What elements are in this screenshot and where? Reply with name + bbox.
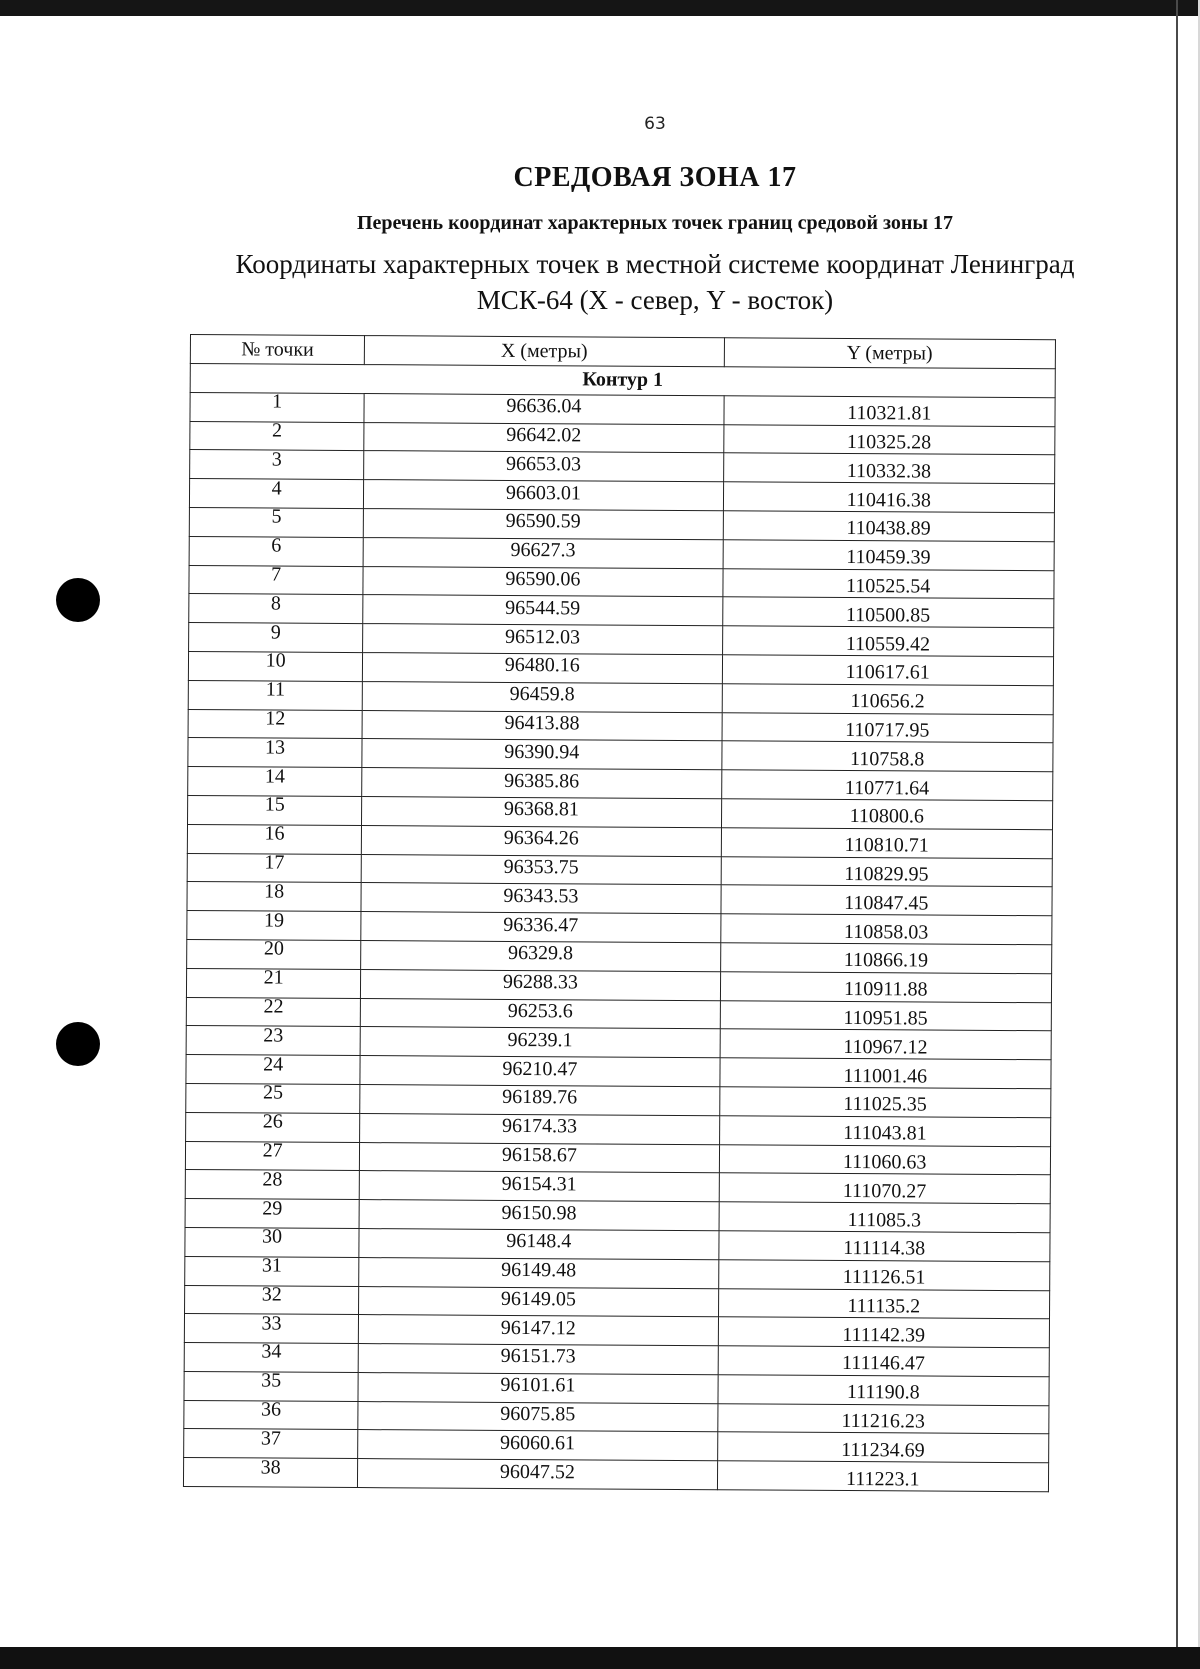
point-number-cell-text: 13	[265, 736, 286, 759]
y-coordinate-cell	[721, 828, 1053, 859]
y-coordinate-cell-text: 111114.38	[843, 1237, 926, 1260]
point-number-cell-text: 2	[271, 419, 283, 442]
point-number-cell-text: 4	[271, 477, 282, 500]
x-coordinate-cell-text: 96459.8	[509, 683, 575, 706]
y-coordinate-cell-text: 110559.42	[845, 632, 931, 656]
y-coordinate-cell	[723, 482, 1055, 513]
y-coordinate-cell-text: 111223.1	[845, 1467, 920, 1491]
point-number-cell-text: 8	[270, 592, 282, 615]
x-coordinate-cell	[359, 1228, 718, 1259]
x-coordinate-cell	[358, 1372, 717, 1403]
y-coordinate-cell-text: 111126.51	[842, 1266, 926, 1289]
x-coordinate-cell-text: 96336.47	[503, 913, 579, 936]
point-number-cell	[189, 565, 363, 595]
x-coordinate-cell	[362, 825, 721, 856]
point-number-cell-text: 20	[263, 937, 284, 960]
y-coordinate-cell-text: 111216.23	[841, 1410, 925, 1433]
table-row	[183, 1458, 1048, 1492]
x-coordinate-cell-text: 96288.33	[502, 971, 578, 994]
punch-hole-icon	[56, 1022, 100, 1066]
point-number-cell-text: 17	[264, 851, 285, 874]
x-coordinate-cell	[359, 1200, 718, 1231]
scan-border-bottom	[0, 1647, 1200, 1669]
x-coordinate-cell	[361, 998, 720, 1029]
point-number-cell	[189, 507, 363, 537]
y-coordinate-cell	[720, 914, 1052, 945]
point-number-cell	[189, 536, 363, 566]
y-coordinate-cell	[723, 396, 1055, 427]
point-number-cell	[183, 1458, 357, 1488]
point-number-cell	[190, 421, 364, 451]
x-coordinate-cell	[360, 1113, 719, 1144]
y-coordinate-cell-text: 110951.85	[843, 1006, 928, 1030]
y-coordinate-cell	[718, 1288, 1050, 1319]
x-coordinate-cell-text: 96413.88	[504, 711, 580, 735]
y-coordinate-cell-text: 110656.2	[850, 690, 925, 713]
point-number-cell-text: 9	[270, 621, 281, 644]
point-number-cell	[188, 738, 362, 768]
y-coordinate-cell	[723, 453, 1055, 484]
y-coordinate-cell	[721, 856, 1053, 887]
point-number-cell	[184, 1429, 358, 1459]
y-coordinate-cell	[721, 741, 1053, 772]
x-coordinate-cell-text: 96147.12	[500, 1316, 576, 1340]
x-coordinate-cell-text: 96353.75	[503, 855, 579, 879]
point-number-cell-text: 7	[271, 563, 282, 586]
y-coordinate-cell-text: 111085.3	[847, 1208, 922, 1231]
point-number-cell	[185, 1227, 359, 1257]
y-coordinate-cell	[717, 1375, 1049, 1406]
y-coordinate-cell	[723, 540, 1055, 571]
x-coordinate-cell	[362, 768, 721, 799]
x-coordinate-cell	[363, 653, 722, 684]
y-coordinate-cell-text: 111135.2	[847, 1294, 921, 1318]
x-coordinate-cell-text: 96368.81	[503, 798, 580, 821]
y-coordinate-cell-text: 110717.95	[845, 718, 930, 742]
y-coordinate-cell-text: 110847.45	[844, 891, 929, 915]
x-coordinate-cell	[360, 1084, 719, 1115]
y-coordinate-cell	[722, 597, 1054, 628]
x-coordinate-cell	[363, 595, 722, 626]
y-coordinate-cell	[722, 655, 1054, 686]
y-coordinate-cell-text: 110967.12	[843, 1035, 928, 1059]
x-coordinate-cell-text: 96627.3	[510, 539, 576, 562]
point-number-cell	[190, 392, 364, 422]
y-coordinate-cell-text: 110525.54	[846, 574, 931, 598]
y-coordinate-cell	[720, 1029, 1052, 1060]
y-coordinate-cell-text: 111001.46	[843, 1064, 928, 1088]
point-number-cell-text: 34	[261, 1340, 282, 1364]
point-number-cell-text: 24	[263, 1052, 284, 1076]
x-coordinate-cell-text: 96590.06	[505, 567, 581, 591]
x-coordinate-cell-text: 96603.01	[505, 481, 581, 504]
y-coordinate-cell	[721, 799, 1053, 830]
x-coordinate-cell-text: 96189.76	[502, 1086, 578, 1109]
x-coordinate-cell-text: 96239.1	[507, 1028, 573, 1052]
y-coordinate-cell	[719, 1058, 1051, 1089]
point-number-cell-text: 27	[262, 1139, 283, 1162]
point-number-cell-text: 32	[261, 1283, 282, 1306]
x-coordinate-cell-text: 96148.4	[506, 1230, 572, 1253]
point-number-cell-text: 11	[265, 678, 286, 701]
x-coordinate-cell	[358, 1344, 717, 1375]
x-coordinate-cell-text: 96329.8	[508, 942, 574, 965]
y-coordinate-cell-text: 110829.95	[844, 862, 929, 886]
punch-hole-icon	[56, 578, 100, 622]
point-number-cell-text: 12	[265, 707, 286, 730]
point-number-cell-text: 21	[263, 966, 284, 989]
y-coordinate-cell-text: 110771.64	[844, 776, 930, 800]
x-coordinate-cell	[362, 739, 721, 770]
y-coordinate-cell	[722, 626, 1054, 657]
y-coordinate-cell-text: 111142.39	[842, 1323, 926, 1347]
x-coordinate-cell-text: 96636.04	[506, 395, 582, 418]
x-coordinate-cell	[363, 624, 722, 655]
point-number-cell	[184, 1314, 358, 1344]
point-number-cell-text: 15	[264, 793, 285, 816]
point-number-cell-text: 19	[263, 908, 285, 932]
y-coordinate-cell-text: 110332.38	[846, 459, 932, 483]
point-number-cell	[190, 450, 364, 480]
y-coordinate-cell-text: 110500.85	[845, 603, 931, 627]
y-coordinate-cell-text: 110617.61	[845, 661, 930, 684]
y-coordinate-cell	[718, 1317, 1050, 1348]
point-number-cell	[189, 479, 363, 509]
x-coordinate-cell-text: 96590.59	[505, 510, 581, 533]
point-number-cell	[188, 795, 362, 825]
point-number-cell	[185, 1170, 359, 1200]
y-coordinate-cell-text: 110858.03	[843, 920, 929, 944]
point-number-cell-text: 22	[263, 995, 284, 1018]
x-coordinate-cell	[361, 854, 720, 885]
point-number-cell-text: 25	[262, 1081, 284, 1104]
point-number-cell-text: 29	[262, 1196, 283, 1220]
x-coordinate-cell-text: 96512.03	[504, 625, 581, 648]
point-number-cell-text: 16	[264, 822, 285, 845]
y-coordinate-cell-text: 110438.89	[846, 517, 931, 540]
point-number-cell	[185, 1141, 359, 1171]
x-coordinate-cell	[359, 1315, 718, 1346]
x-coordinate-cell-text: 96174.33	[501, 1115, 578, 1138]
x-coordinate-cell-text: 96385.86	[504, 769, 580, 792]
y-coordinate-cell	[722, 712, 1054, 743]
point-number-cell	[187, 908, 361, 941]
point-number-cell	[184, 1371, 358, 1401]
point-number-cell	[186, 1112, 360, 1142]
point-number-cell-text: 23	[263, 1024, 284, 1047]
scan-border-right	[1176, 0, 1178, 1669]
y-coordinate-cell-text: 110758.8	[849, 747, 925, 771]
point-number-cell-text: 33	[261, 1312, 282, 1335]
point-number-cell	[184, 1340, 358, 1373]
y-coordinate-cell	[720, 1000, 1052, 1031]
y-coordinate-cell-text: 110459.39	[846, 546, 931, 569]
y-coordinate-cell-text: 110911.88	[843, 978, 928, 1001]
y-coordinate-cell	[718, 1231, 1050, 1262]
point-number-cell	[185, 1196, 359, 1229]
y-coordinate-cell	[718, 1259, 1050, 1290]
y-coordinate-cell	[720, 971, 1052, 1002]
page-number: 63	[644, 114, 666, 134]
header-x-meters: X (метры)	[365, 336, 724, 367]
y-coordinate-cell	[719, 1115, 1051, 1146]
x-coordinate-cell	[363, 509, 722, 540]
y-coordinate-cell-text: 111070.27	[842, 1179, 927, 1203]
x-coordinate-cell	[364, 451, 723, 482]
x-coordinate-cell-text: 96047.52	[499, 1460, 575, 1484]
x-coordinate-cell-text: 96149.05	[500, 1287, 577, 1311]
point-number-cell-text: 31	[261, 1254, 282, 1277]
table-body	[183, 364, 1055, 1492]
x-coordinate-cell-text: 96210.47	[502, 1057, 578, 1080]
point-number-cell-text: 1	[272, 390, 283, 413]
point-number-cell	[185, 1256, 359, 1286]
y-coordinate-cell-text: 110321.81	[847, 402, 932, 425]
y-coordinate-cell	[717, 1403, 1049, 1434]
page-subtitle: Перечень координат характерных точек границ средовой зоны 17	[356, 212, 954, 234]
y-coordinate-cell	[721, 770, 1053, 801]
point-number-cell	[186, 1026, 360, 1056]
point-number-cell	[188, 767, 362, 797]
x-coordinate-cell-text: 96364.26	[503, 827, 579, 850]
point-number-cell	[188, 651, 362, 681]
header-point-number: № точки	[190, 335, 364, 365]
x-coordinate-cell-text: 96060.61	[500, 1431, 576, 1455]
x-coordinate-cell	[361, 940, 720, 971]
x-coordinate-cell-text: 96158.67	[501, 1143, 577, 1167]
x-coordinate-cell-text: 96544.59	[505, 596, 581, 620]
x-coordinate-cell	[358, 1430, 717, 1461]
x-coordinate-cell	[360, 1142, 719, 1173]
x-coordinate-cell-text: 96253.6	[507, 999, 573, 1023]
x-coordinate-cell	[362, 681, 721, 712]
header-y-meters: Y (метры)	[724, 338, 1056, 369]
y-coordinate-cell-text: 110416.38	[846, 488, 931, 512]
y-coordinate-cell	[719, 1087, 1051, 1118]
point-number-cell	[186, 1083, 360, 1113]
x-coordinate-cell-text: 96075.85	[500, 1402, 576, 1426]
x-coordinate-cell	[359, 1257, 718, 1288]
y-coordinate-cell	[720, 885, 1052, 916]
y-coordinate-cell	[723, 511, 1055, 542]
point-number-cell-text: 6	[271, 534, 282, 557]
point-number-cell	[189, 623, 363, 653]
y-coordinate-cell-text: 111234.69	[841, 1438, 925, 1462]
y-coordinate-cell	[719, 1173, 1051, 1204]
point-number-cell	[185, 1285, 359, 1315]
x-coordinate-cell-text: 96653.03	[506, 452, 582, 476]
x-coordinate-cell-text: 96642.02	[506, 423, 582, 447]
y-coordinate-cell-text: 111060.63	[842, 1150, 927, 1174]
y-coordinate-cell-text: 111025.35	[843, 1093, 927, 1116]
x-coordinate-cell-text: 96480.16	[504, 654, 580, 677]
y-coordinate-cell-text: 110325.28	[846, 430, 932, 454]
x-coordinate-cell-text: 96151.73	[500, 1345, 576, 1368]
y-coordinate-cell	[722, 568, 1054, 599]
point-number-cell-text: 37	[260, 1427, 281, 1450]
x-coordinate-cell	[359, 1286, 718, 1317]
point-number-cell	[189, 594, 363, 624]
coordinate-system-caption: Координаты характерных точек в местной системе координат Ленинград МСК-64 (X - север, Y - восток)	[235, 249, 1075, 315]
coordinates-table	[183, 334, 1056, 1492]
x-coordinate-cell	[362, 797, 721, 828]
x-coordinate-cell-text: 96101.61	[500, 1374, 576, 1397]
x-coordinate-cell-text: 96390.94	[504, 740, 580, 764]
y-coordinate-cell-text: 110866.19	[843, 949, 929, 972]
contour-label: Контур 1	[190, 364, 1055, 398]
x-coordinate-cell-text: 96154.31	[501, 1172, 577, 1196]
y-coordinate-cell	[719, 1202, 1051, 1233]
y-coordinate-cell	[723, 424, 1055, 455]
point-number-cell-text: 30	[262, 1225, 283, 1248]
point-number-cell	[186, 1052, 360, 1085]
x-coordinate-cell-text: 96150.98	[501, 1201, 577, 1224]
x-coordinate-cell	[361, 883, 720, 914]
x-coordinate-cell	[364, 393, 723, 424]
x-coordinate-cell	[363, 566, 722, 597]
x-coordinate-cell	[364, 422, 723, 453]
point-number-cell-text: 5	[271, 505, 282, 528]
x-coordinate-cell	[361, 912, 720, 943]
x-coordinate-cell	[363, 537, 722, 568]
point-number-cell	[188, 709, 362, 739]
x-coordinate-cell	[361, 969, 720, 1000]
y-coordinate-cell	[718, 1346, 1050, 1377]
x-coordinate-cell	[358, 1459, 717, 1490]
y-coordinate-cell	[722, 684, 1054, 715]
x-coordinate-cell	[364, 480, 723, 511]
point-number-cell-text: 36	[260, 1398, 282, 1421]
x-coordinate-cell	[362, 710, 721, 741]
point-number-cell-text: 26	[262, 1110, 283, 1133]
point-number-cell-text: 38	[260, 1456, 281, 1479]
point-number-cell	[186, 968, 360, 998]
point-number-cell-text: 28	[262, 1168, 283, 1191]
x-coordinate-cell	[360, 1027, 719, 1058]
x-coordinate-cell	[360, 1056, 719, 1087]
point-number-cell	[187, 939, 361, 969]
point-number-cell-text: 18	[264, 880, 285, 903]
y-coordinate-cell	[717, 1432, 1049, 1463]
point-number-cell-text: 10	[265, 649, 286, 672]
y-coordinate-cell-text: 111146.47	[842, 1352, 925, 1375]
point-number-cell-text: 35	[261, 1369, 282, 1392]
point-number-cell	[187, 824, 361, 854]
y-coordinate-cell-text: 111190.8	[846, 1381, 920, 1404]
x-coordinate-cell	[358, 1401, 717, 1432]
scan-border-top	[0, 0, 1200, 16]
point-number-cell	[187, 853, 361, 883]
y-coordinate-cell	[717, 1461, 1049, 1492]
point-number-cell-text: 3	[271, 448, 282, 471]
point-number-cell	[187, 882, 361, 912]
point-number-cell-text: 14	[264, 765, 285, 788]
page-title: СРЕДОВАЯ ЗОНА 17	[513, 162, 797, 193]
point-number-cell	[184, 1400, 358, 1430]
y-coordinate-cell-text: 110810.71	[844, 834, 929, 857]
y-coordinate-cell-text: 110800.6	[849, 805, 925, 828]
point-number-cell	[186, 997, 360, 1027]
y-coordinate-cell-text: 111043.81	[843, 1122, 927, 1145]
x-coordinate-cell-text: 96149.48	[501, 1259, 577, 1282]
y-coordinate-cell	[719, 1144, 1051, 1175]
point-number-cell	[188, 680, 362, 710]
x-coordinate-cell-text: 96343.53	[503, 884, 579, 908]
x-coordinate-cell	[359, 1171, 718, 1202]
y-coordinate-cell	[720, 943, 1052, 974]
